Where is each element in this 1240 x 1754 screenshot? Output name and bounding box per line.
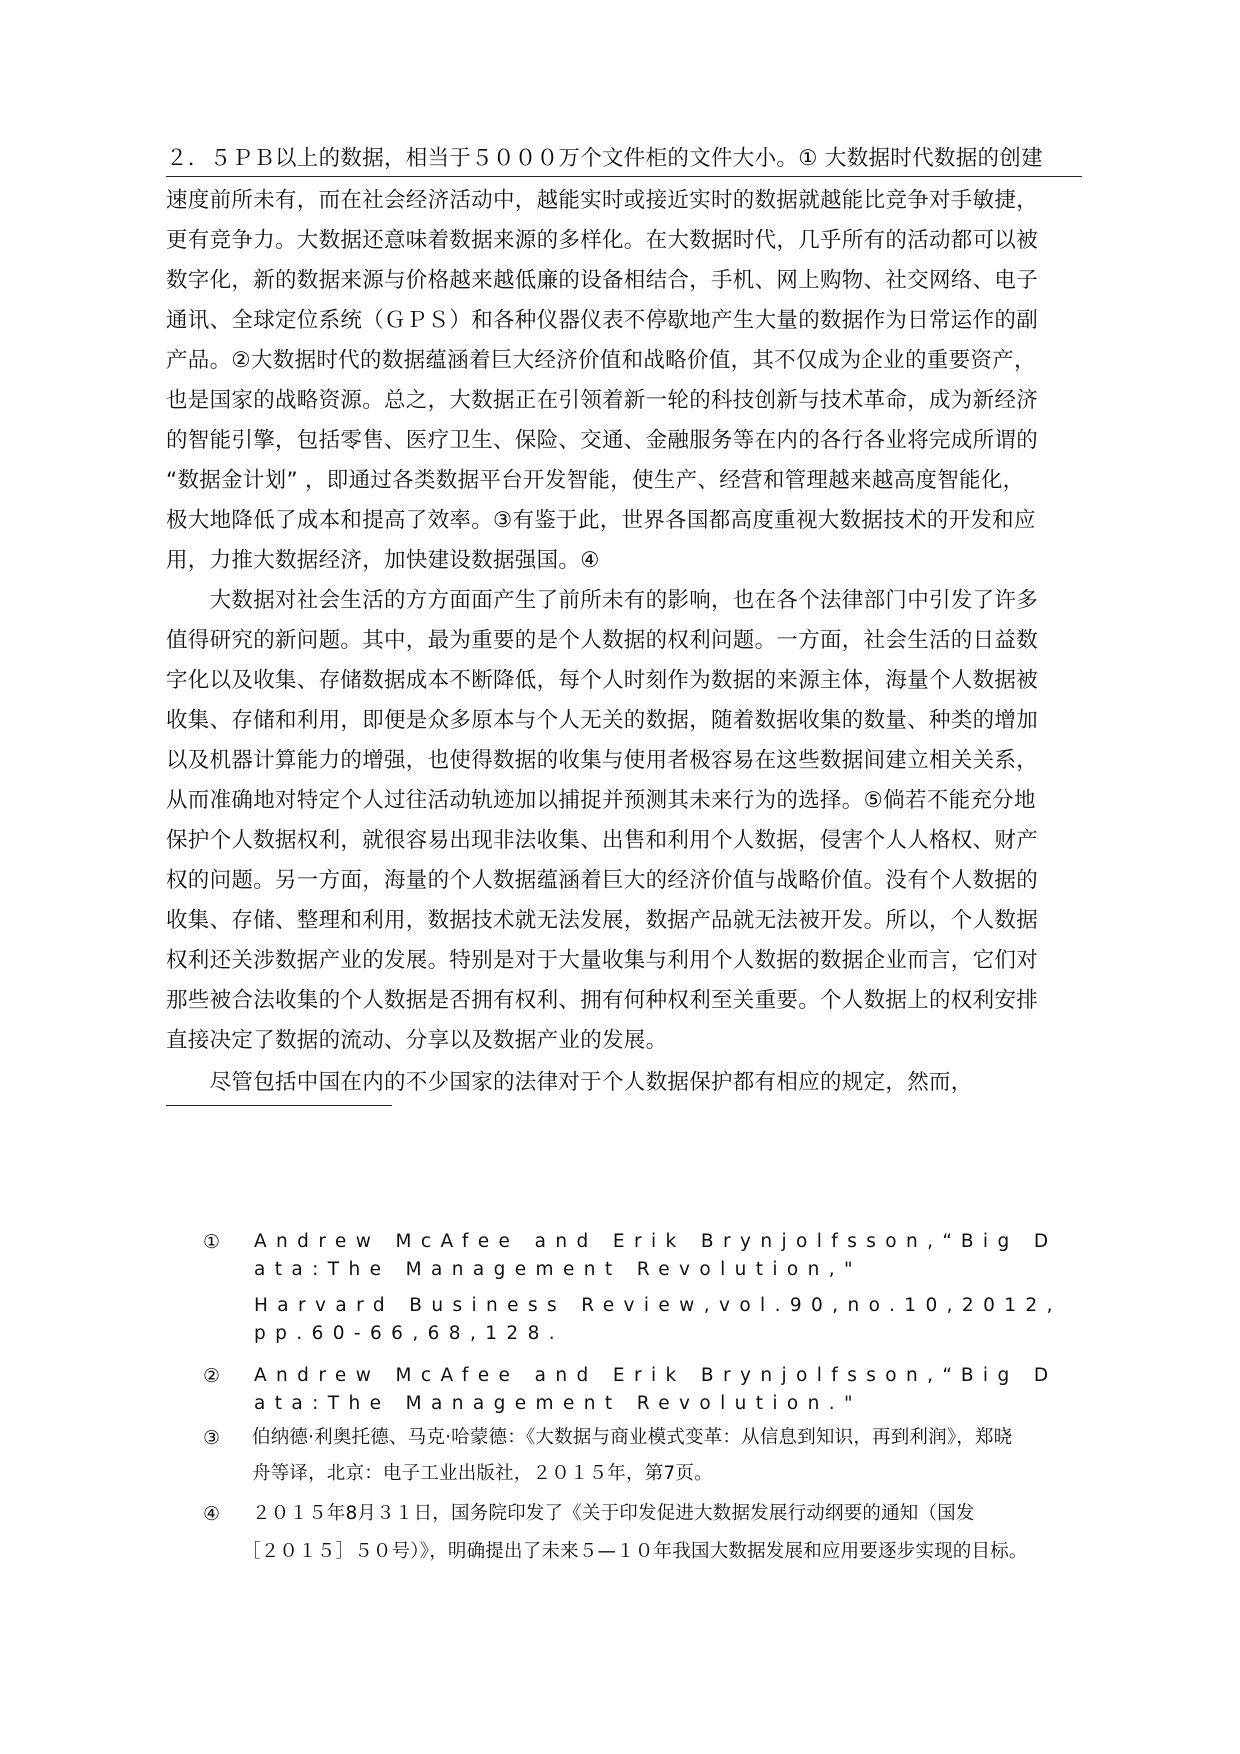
body-line: 值得研究的新问题。其中，最为重要的是个人数据的权利问题。一方面，社会生活的日益数	[166, 628, 1039, 653]
footnote-line: Andrew McAfee and Erik Brynjolfsson,“Big D	[254, 1365, 1058, 1386]
paragraph-start: 大数据对社会生活的方方面面产生了前所未有的影响，也在各个法律部门中引发了许多	[166, 588, 1039, 613]
footnote-marker: ①	[203, 1231, 221, 1253]
footnote-line: 伯纳德·利奥托德、马克·哈蒙德：《大数据与商业模式变革：从信息到知识，再到利润》，郑晓	[252, 1427, 1013, 1448]
body-line: 那些被合法收集的个人数据是否拥有权利、拥有何种权利至关重要。个人数据上的权利安排	[166, 988, 1039, 1013]
body-line: 速度前所未有，而在社会经济活动中，越能实时或接近实时的数据就越能比竞争对手敏捷，	[166, 188, 1039, 213]
body-line: 从而准确地对特定个人过往活动轨迹加以捕捉并预测其未来行为的选择。⑤倘若不能充分地	[166, 788, 1036, 813]
body-line: 的智能引擎，包括零售、医疗卫生、保险、交通、金融服务等在内的各行各业将完成所谓的	[166, 428, 1039, 453]
footnote-line: Andrew McAfee and Erik Brynjolfsson,“Big D	[254, 1231, 1058, 1252]
body-line: 通讯、全球定位系统（ＧＰＳ）和各种仪器仪表不停歇地产生大量的数据作为日常运作的副	[166, 308, 1039, 333]
body-line: 权的问题。另一方面，海量的个人数据蕴涵着巨大的经济价值与战略价值。没有个人数据的	[166, 868, 1039, 893]
footnote-line: Harvard Business Review,vol.90,no.10,2012,	[254, 1295, 1062, 1316]
footnote-line: ［２０１５］５０号）》，明确提出了未来５—１０年我国大数据发展和应用要逐步实现的目标。	[242, 1541, 1028, 1562]
footnote-line: pp.60-66,68,128.	[254, 1323, 565, 1344]
body-line: ２．５ＰＢ以上的数据，相当于５０００万个文件柜的文件大小。① 大数据时代数据的创建	[166, 146, 1043, 171]
footnote-line: ata:The Management Revolution."	[254, 1393, 862, 1414]
body-line: 保护个人数据权利，就很容易出现非法收集、出售和利用个人数据，侵害个人人格权、财产	[166, 828, 1039, 853]
footnote-marker: ③	[203, 1427, 221, 1449]
paragraph-start: 尽管包括中国在内的不少国家的法律对于个人数据保护都有相应的规定，然而，	[166, 1070, 973, 1095]
footnote-line: ２０１５年8月３１日，国务院印发了《关于印发促进大数据发展行动纲要的通知（国发	[252, 1503, 975, 1524]
body-line: 也是国家的战略资源。总之，大数据正在引领着新一轮的科技创新与技术革命，成为新经济	[166, 388, 1039, 413]
body-line: 权利还关涉数据产业的发展。特别是对于大量收集与利用个人数据的数据企业而言，它们对	[166, 948, 1039, 973]
footnote-line: 舟等译，北京：电子工业出版社，２０１５年，第7页。	[252, 1463, 713, 1484]
body-line: 极大地降低了成本和提高了效率。③有鉴于此，世界各国都高度重视大数据技术的开发和应	[166, 508, 1036, 533]
body-line: 字化以及收集、存储数据成本不断降低，每个人时刻作为数据的来源主体，海量个人数据被	[166, 668, 1039, 693]
body-line: 以及机器计算能力的增强，也使得数据的收集与使用者极容易在这些数据间建立相关关系，	[166, 748, 1039, 773]
body-line: 更有竞争力。大数据还意味着数据来源的多样化。在大数据时代，几乎所有的活动都可以被	[166, 228, 1039, 253]
footnote-marker: ②	[203, 1365, 221, 1387]
body-line: 收集、存储、整理和利用，数据技术就无法发展，数据产品就无法被开发。所以，个人数据	[166, 908, 1039, 933]
body-line: 数字化，新的数据来源与价格越来越低廉的设备相结合，手机、网上购物、社交网络、电子	[166, 268, 1039, 293]
footnote-line: ata:The Management Revolution,"	[254, 1259, 862, 1280]
body-line: 收集、存储和利用，即便是众多原本与个人无关的数据，随着数据收集的数量、种类的增加	[166, 708, 1039, 733]
footnote-separator	[166, 1105, 392, 1106]
top-rule	[166, 176, 1082, 177]
body-line: 直接决定了数据的流动、分享以及数据产业的发展。	[166, 1028, 668, 1053]
body-line: 产品。②大数据时代的数据蕴涵着巨大经济价值和战略价值，其不仅成为企业的重要资产，	[166, 348, 1036, 373]
footnote-marker: ④	[203, 1503, 221, 1525]
body-line: “数据金计划” ，即通过各类数据平台开发智能，使生产、经营和管理越来越高度智能化，	[166, 468, 1025, 493]
body-line: 用，力推大数据经济，加快建设数据强国。④	[166, 548, 600, 573]
